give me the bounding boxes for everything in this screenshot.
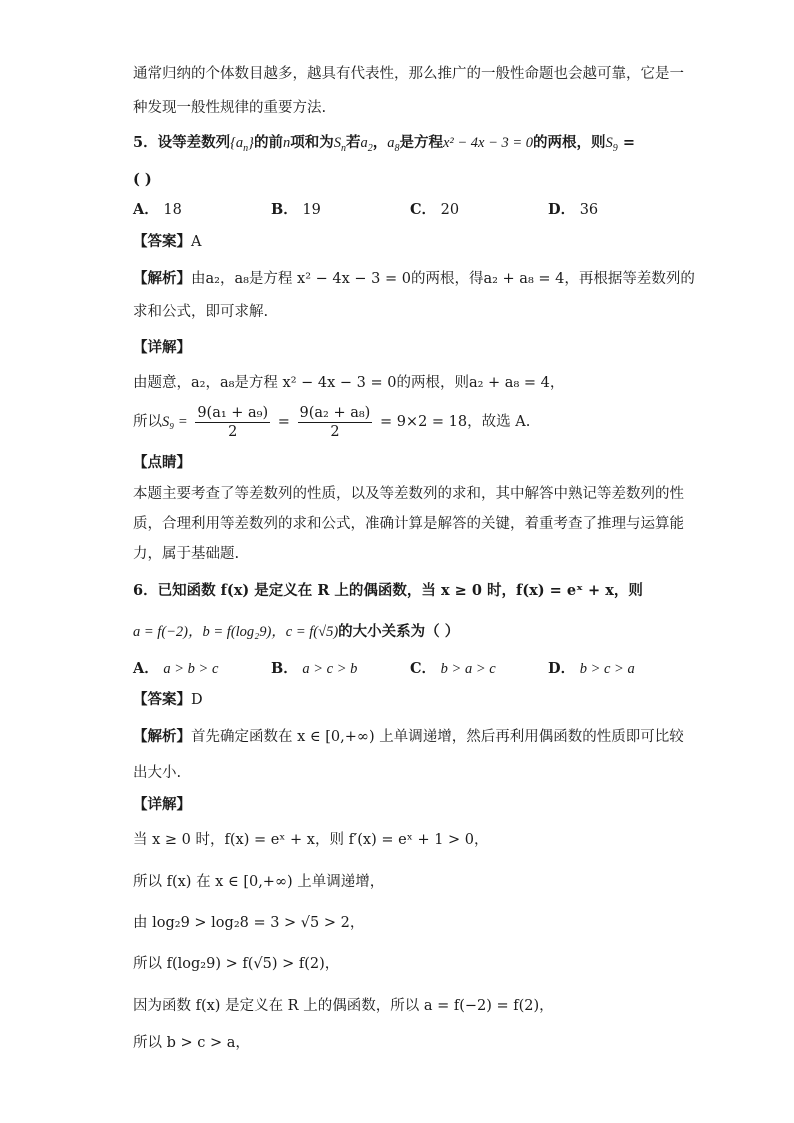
q6-detail-3: 由 log₂9 > log₂8 = 3 > √5 > 2， xyxy=(133,915,365,931)
q6-detail-2: 所以 f(x) 在 x ∈ [0,+∞) 上单调递增， xyxy=(133,874,385,890)
q5-comment-2: 质，合理利用等差数列的求和公式，准确计算是解答的关键，着重考查了推理与运算能 xyxy=(133,516,684,532)
q6-detail-5: 因为函数 f(x) 是定义在 R 上的偶函数，所以 a = f(−2) = f(2)， xyxy=(133,998,554,1014)
q5-stem xyxy=(133,133,635,159)
q5-option-d: D． 36 xyxy=(548,201,599,218)
q5-option-c: C． 20 xyxy=(410,201,460,218)
intro-line-2: 种发现一般性规律的重要方法. xyxy=(133,100,327,116)
q5-fraction-1: $\frac{\text{9(a₁ + a₉)}}{2}$ xyxy=(197,404,269,440)
q6-option-a: A． a > b > c xyxy=(133,660,219,677)
q5-stem-d: 若 xyxy=(345,134,361,151)
q5-number: 5． xyxy=(133,134,158,151)
q5-stem-e: 是方程 xyxy=(399,134,443,151)
q6-detail-1: 当 x ≥ 0 时，f(x) = eˣ + x，则 f′(x) = eˣ + 1 > 0， xyxy=(133,832,489,848)
intro-line-1: 通常归纳的个体数目越多，越具有代表性，那么推广的一般性命题也会越可靠，它是一 xyxy=(133,66,684,82)
q5-sn: $S_n$ xyxy=(333,135,346,154)
q5-comment-3: 力，属于基础题. xyxy=(133,546,240,562)
q6-detail-tag: 【详解】 xyxy=(133,796,191,813)
q5-a2: $a_2$ xyxy=(360,135,373,154)
q5-analysis-2: 求和公式，即可求解. xyxy=(133,304,269,320)
q6-option-b: B． a > c > b xyxy=(271,660,358,677)
q5-stem-b: 的前 xyxy=(253,134,283,151)
q6-stem-2: a = f(−2)，b = f(log₂9)，c = f(√5)的大小关系为（ ） xyxy=(133,623,460,640)
q6-analysis-2: 出大小. xyxy=(133,765,182,781)
q5-paren: ( ) xyxy=(133,171,152,188)
q6-analysis-1: 【解析】首先确定函数在 x ∈ [0,+∞) 上单调递增，然后再利用偶函数的性质即可比较 xyxy=(133,728,684,745)
q6-answer: 【答案】D xyxy=(133,691,203,708)
q5-n: n xyxy=(282,135,291,151)
q5-stem-c: 项和为 xyxy=(290,134,334,151)
q5-comment-1: 本题主要考查了等差数列的性质，以及等差数列的求和，其中解答中熟记等差数列的性 xyxy=(133,486,684,502)
q6-stem-1: 6．已知函数 f(x) 是定义在 R 上的偶函数，当 x ≥ 0 时，f(x) = eˣ + x，则 xyxy=(133,582,643,599)
q5-comment-tag: 【点睛】 xyxy=(133,454,191,471)
q5-analysis-1: 【解析】由a₂，a₈是方程 x² − 4x − 3 = 0的两根，得a₂ + a₈ = 4，再根据等差数列的 xyxy=(133,270,695,287)
q5-eq-tail: = xyxy=(617,134,635,151)
q5-a8: $a_8$ xyxy=(387,135,400,154)
q6-detail-4: 所以 f(log₂9) > f(√5) > f(2)， xyxy=(133,956,340,972)
q5-option-b: B． 19 xyxy=(271,201,321,218)
q5-seq: $\{a_n\}$ xyxy=(230,135,254,154)
q5-stem-a: 设等差数列 xyxy=(157,134,231,151)
q5-stem-f: 的两根，则 xyxy=(533,134,606,151)
q5-detail-1: 由题意，a₂，a₈是方程 x² − 4x − 3 = 0的两根，则a₂ + a₈ = 4， xyxy=(133,375,565,391)
q6-option-c: C． b > a > c xyxy=(410,660,496,677)
q5-detail-tag: 【详解】 xyxy=(133,339,191,356)
q5-equation: x² − 4x − 3 = 0 xyxy=(442,135,534,151)
q5-answer: 【答案】A xyxy=(133,233,202,250)
q5-option-a: A． 18 xyxy=(133,201,182,218)
q5-s9: $S_9$ xyxy=(605,135,618,154)
q5-comma: ， xyxy=(372,134,388,151)
q5-fraction-2: $\frac{\text{9(a₂ + a₈)}}{2}$ xyxy=(299,404,371,440)
q6-detail-6: 所以 b > c > a， xyxy=(133,1035,250,1051)
q5-detail-2: 所以S₉ = $\frac{\text{9(a₁ + a₉)}}{2}$ = $\frac{\text{9(a₂ + a₈)}}{2}$ = 9×2 = 18，故选 A. xyxy=(133,404,531,440)
q6-option-d: D． b > c > a xyxy=(548,660,635,677)
